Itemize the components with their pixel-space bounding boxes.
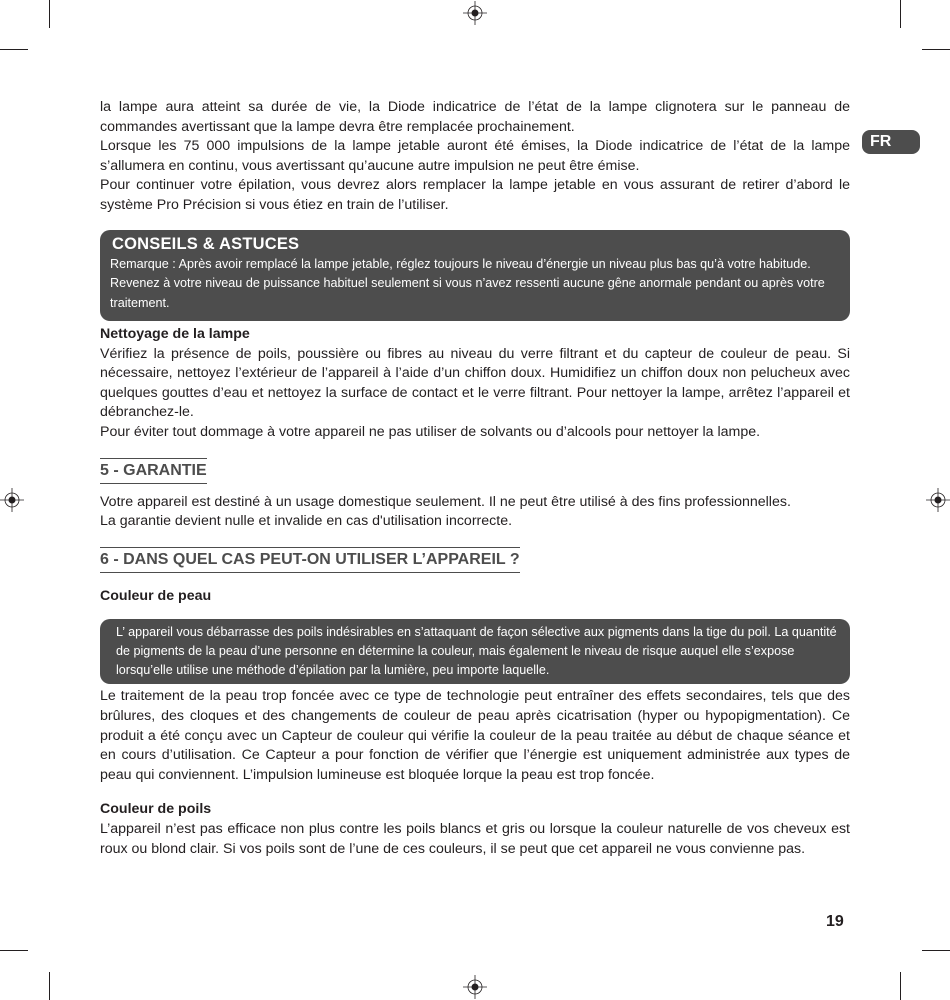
intro-paragraph: Pour continuer votre épilation, vous devrez alors remplacer la lampe jetable en vous assurant de retirer d’abord le système Pro Précision si vous étiez en train de l’utiliser.: [100, 177, 850, 213]
section-title-usage: 6 - DANS QUEL CAS PEUT-ON UTILISER L’APPAREIL ?: [100, 547, 520, 573]
page-number: 19: [826, 913, 844, 930]
registration-mark-icon: [463, 975, 487, 999]
skin-paragraph: Le traitement de la peau trop foncée avec ce type de technologie peut entraîner des effets secondaires, tels que des brûlures, des cloques et des changements de couleur de peau après cicatrisation (hyper ou hypopigmentation). Ce produit a été conçu avec un Capteur de couleur qui vérifie la couleur de la peau traitée au début de chaque séance et en cours d’utilisation. Ce Capteur a pour fonction de vérifier que l’énergie est uniquement administrée aux types de peau qui conviennent. L’impulsion lumineuse est bloquée lorque la peau est trop foncée.: [100, 688, 850, 783]
skin-color-heading: Couleur de peau: [100, 587, 212, 604]
registration-mark-icon: [0, 488, 24, 512]
page-content: [100, 98, 850, 859]
section-title-warranty: 5 - GARANTIE: [100, 458, 207, 484]
cleaning-paragraph: Vérifiez la présence de poils, poussière ou fibres au niveau du verre filtrant et du capteur de couleur de peau. Si nécessaire, nettoyez l’extérieur de l’appareil à l’aide d’un chiffon doux. Humidifiez un chiffon doux non pelucheux avec quelques gouttes d’eau et nettoyez la surface de contact et le verre filtrant. Pour nettoyer la lampe, arrêtez l’appareil et débranchez-le.: [100, 345, 850, 421]
crop-mark: [0, 49, 28, 50]
hair-paragraph: L’appareil n’est pas efficace non plus contre les poils blancs et gris ou lorsque la couleur naturelle de vos cheveux est roux ou blond clair. Si vos poils sont de l’une de ces couleurs, il se peut que cet appareil ne vous convienne pas.: [100, 820, 850, 857]
crop-mark: [49, 972, 50, 1000]
crop-mark: [900, 0, 901, 28]
crop-mark: [900, 972, 901, 1000]
tips-text: Remarque : Après avoir remplacé la lampe jetable, réglez toujours le niveau d’énergie un niveau plus bas qu’à votre habitude. Revenez à votre niveau de puissance habituel seulement si vous n’avez ressenti aucune gêne anormale pendant ou après votre traitement.: [110, 256, 825, 310]
registration-mark-icon: [926, 488, 950, 512]
crop-mark: [49, 0, 50, 28]
cleaning-paragraph: Pour éviter tout dommage à votre appareil ne pas utiliser de solvants ou d’alcools pour nettoyer la lampe.: [100, 424, 761, 441]
intro-paragraph: la lampe aura atteint sa durée de vie, la Diode indicatrice de l’état de la lampe clignotera sur le panneau de commandes avertissant que la lampe devra être remplacée prochainement.: [100, 99, 850, 135]
hair-color-heading: Couleur de poils: [100, 801, 212, 818]
crop-mark: [922, 49, 950, 50]
crop-mark: [0, 950, 28, 951]
registration-mark-icon: [463, 1, 487, 25]
warranty-paragraph: La garantie devient nulle et invalide en cas d'utilisation incorrecte.: [100, 513, 513, 530]
language-tab: FR: [862, 130, 920, 154]
tips-box: [100, 230, 850, 322]
cleaning-heading: Nettoyage de la lampe: [100, 326, 250, 343]
crop-mark: [922, 950, 950, 951]
intro-paragraph: Lorsque les 75 000 impulsions de la lampe jetable auront été émises, la Diode indicatrice de l’état de la lampe s’allumera en continu, vous avertissant qu’aucune autre impulsion ne peut être émise.: [100, 138, 850, 174]
warranty-paragraph: Votre appareil est destiné à un usage domestique seulement. Il ne peut être utilisé à des fins professionnelles.: [100, 493, 791, 510]
tips-title: CONSEILS & ASTUCES: [112, 234, 300, 253]
skin-info-box: L’ appareil vous débarrasse des poils indésirables en s’attaquant de façon sélective aux pigments dans la tige du poil. La quantité de pigments de la peau d’une personne en détermine la couleur, mais également le niveau de risque auquel elle s’expose lorsqu’elle utilise une méthode d’épilation par la lumière, peu importe laquelle.: [100, 619, 850, 684]
